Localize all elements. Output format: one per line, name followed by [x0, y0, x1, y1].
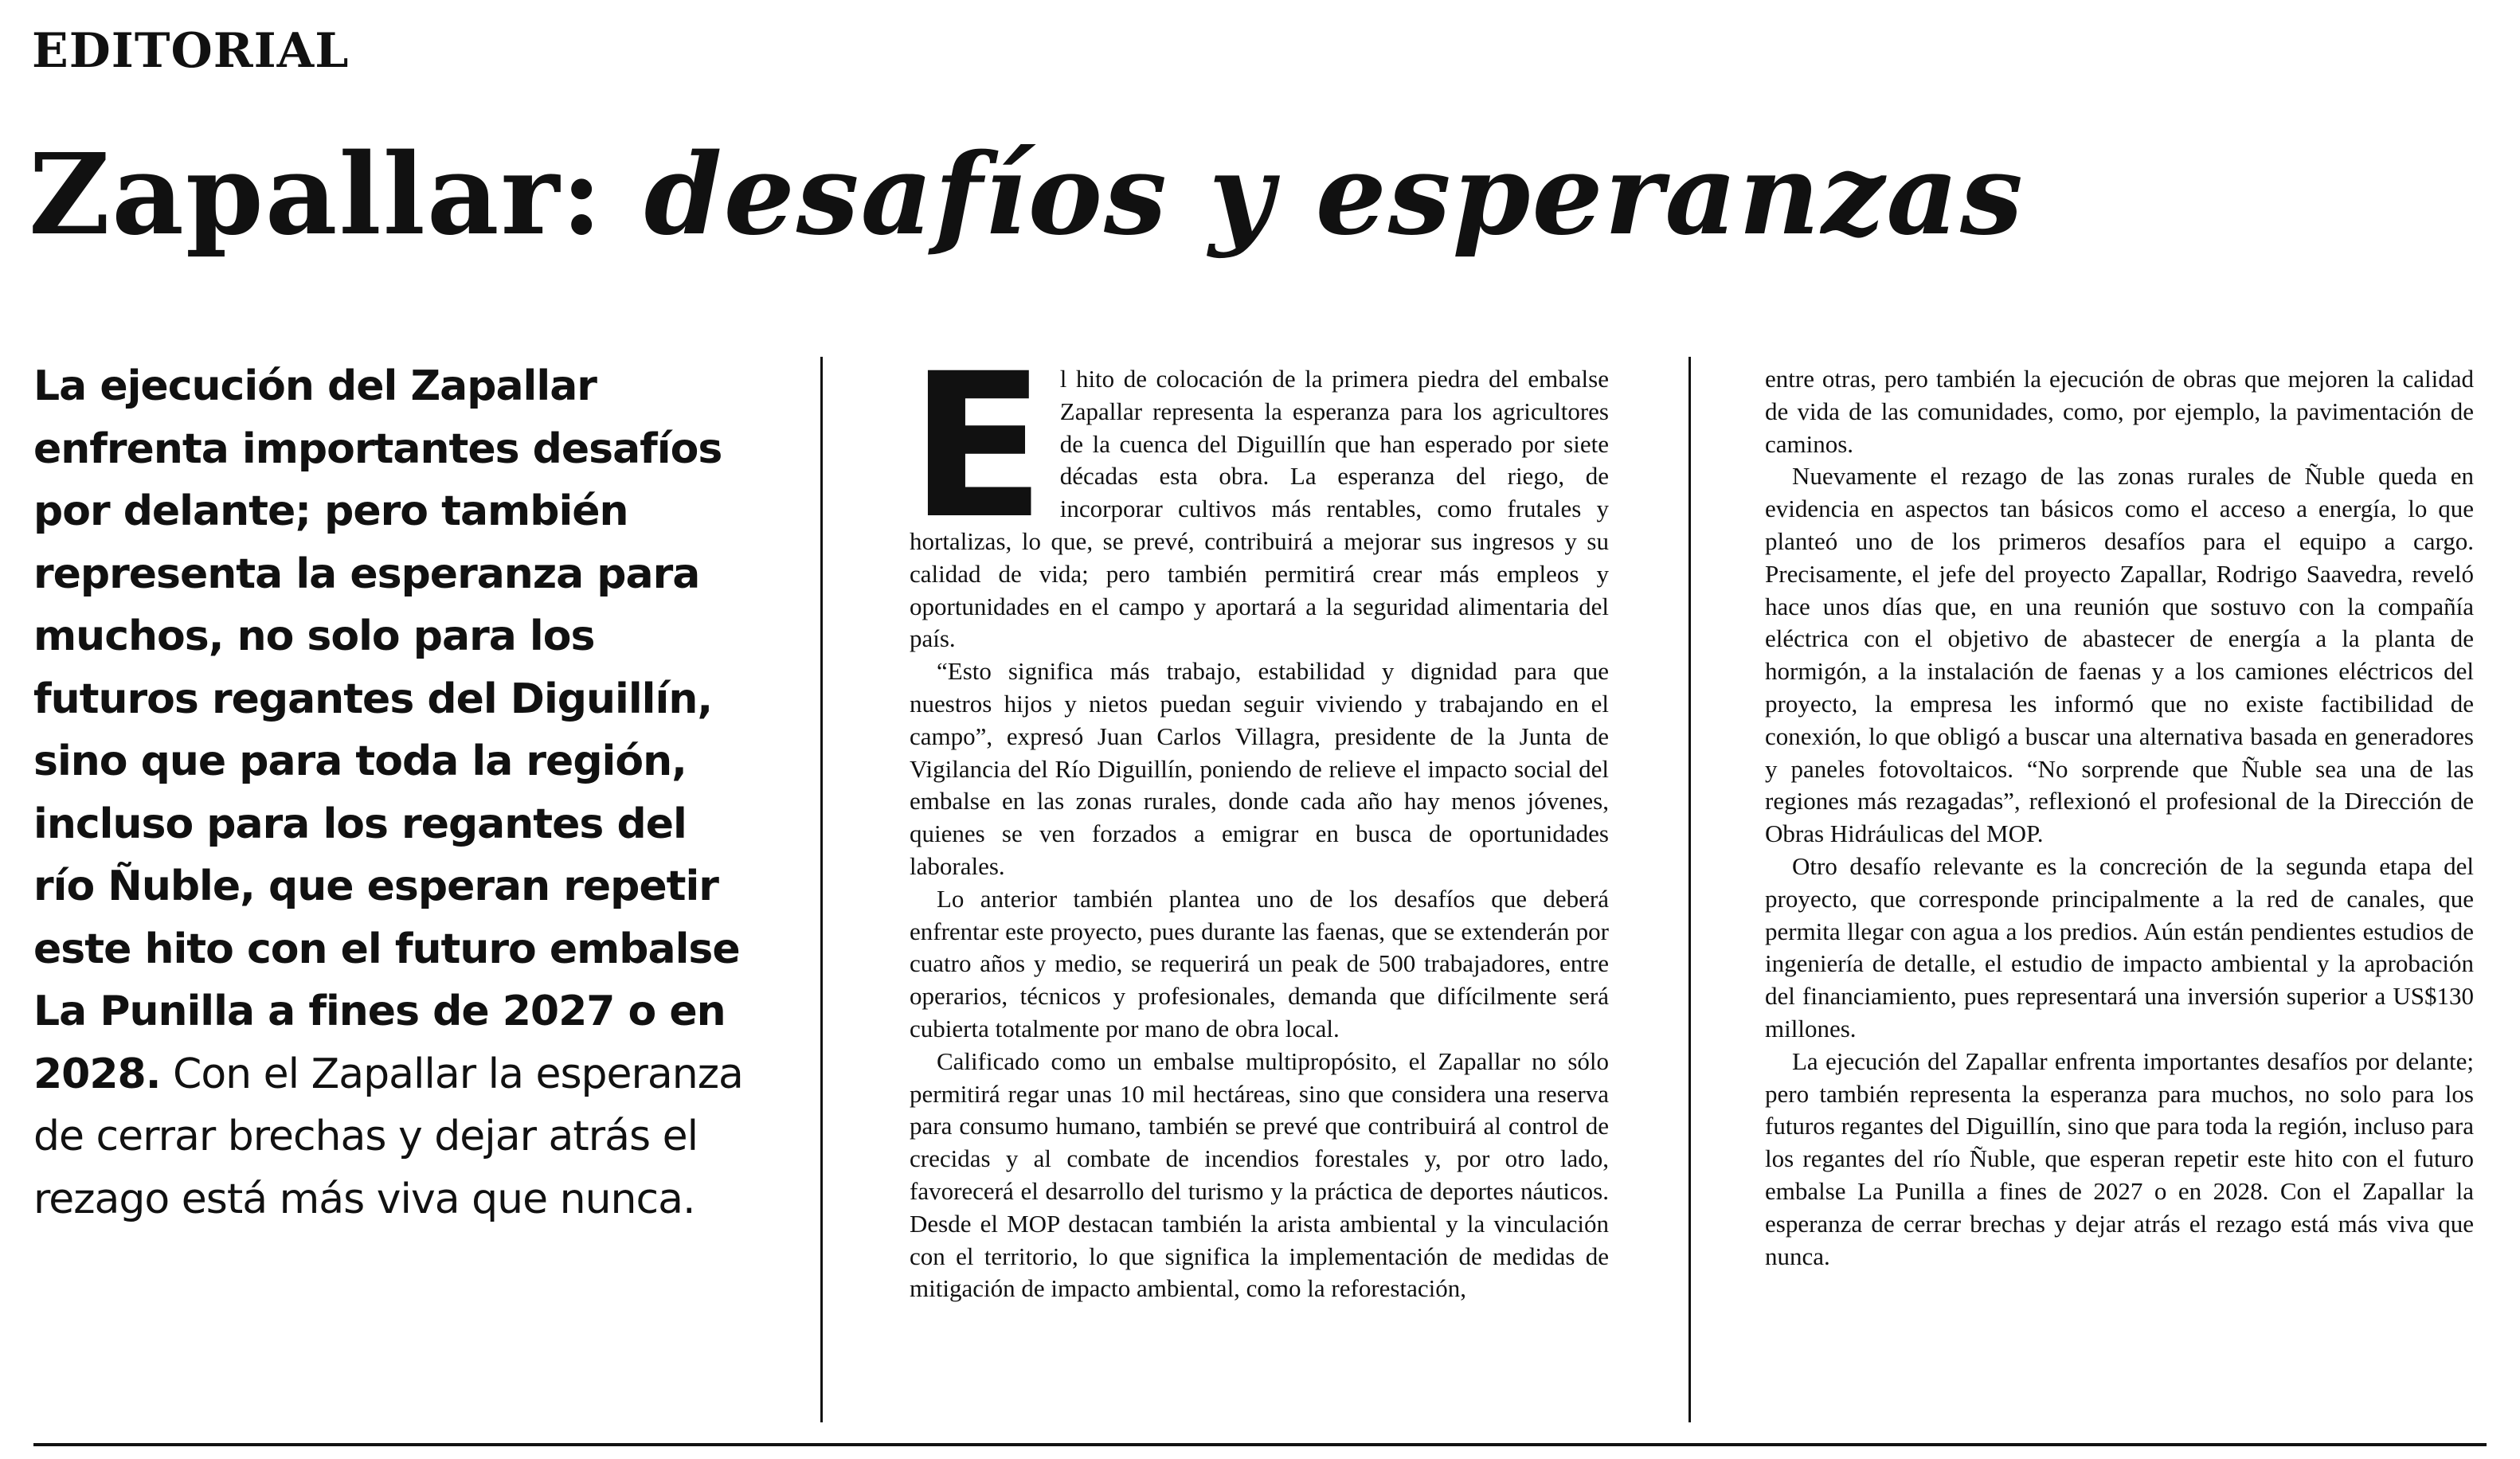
headline — [29, 130, 2482, 260]
lead-bold-text: La ejecución del Zapallar enfrenta importantes desafíos por delante; pero también representa la esperanza para muchos, no solo para los futuros regantes del Diguillín, sino que para toda la región, incluso para los regantes del río Ñuble, que esperan repetir este hito con el futuro embalse La Punilla a fines de 2027 o en 2028. — [33, 362, 740, 1098]
article-column-2 — [1765, 363, 2474, 1273]
drop-cap: E — [910, 331, 1043, 562]
article-paragraph: Nuevamente el rezago de las zonas rurales de Ñuble queda en evidencia en aspectos tan básicos como el acceso a energía, lo que planteó uno de los primeros desafíos para el equipo a cargo. Precisamente, el jefe del proyecto Zapallar, Rodrigo Saavedra, reveló hace unos días que, en una reunión que sostuvo con la compañía eléctrica con el objetivo de abastecer de energía a la planta de hormigón, a la instalación de faenas y a los camiones eléctricos del proyecto, la empresa les informó que no existe factibilidad de conexión, lo que obligó a buscar una alternativa basada en generadores y paneles fotovoltaicos. “No sorprende que Ñuble sea una de las regiones más rezagadas”, reflexionó el profesional de la Dirección de Obras Hidráulicas del MOP. — [1765, 462, 2474, 848]
article-paragraph — [910, 331, 1609, 655]
headline-italic: desafíos y esperanzas — [644, 130, 2025, 260]
article-paragraph: Calificado como un embalse multipropósito, el Zapallar no sólo permitirá regar unas 10 mil hectáreas, sino que considera una reserva para consumo humano, también se prevé que contribuirá al control de crecidas y al combate de incendios forestales y, por otro lado, favorecerá el desarrollo del turismo y la práctica de deportes náuticos. Desde el MOP destacan también la arista ambiental y la vinculación con el territorio, lo que significa la implementación de medidas de mitigación de impacto ambiental, como la reforestación, — [910, 1046, 1609, 1303]
bottom-rule — [33, 1443, 2487, 1446]
paragraph-text: l hito de colocación de la primera piedra del embalse Zapallar representa la esperanza para los agricultores de la cuenca del Diguillín que han esperado por siete décadas esta obra. La esperanza del riego, de incorporar cultivos más rentables, como frutales y hortalizas, lo que, se prevé, contribuirá a mejorar sus ingresos y su calidad de vida; pero también permitirá crear más empleos y oportunidades en el campo y aportará a la seguridad alimentaria del país. — [910, 365, 1609, 653]
column-divider-left — [820, 357, 823, 1422]
column-divider-right — [1688, 357, 1691, 1422]
article-paragraph: La ejecución del Zapallar enfrenta importantes desafíos por delante; pero también representa la esperanza para muchos, no solo para los futuros regantes del Diguillín, sino que para toda la región, incluso para los regantes del río Ñuble, que esperan repetir este hito con el futuro embalse La Punilla a fines de 2027 o en 2028. Con el Zapallar la esperanza de cerrar brechas y dejar atrás el rezago está más viva que nunca. — [1765, 1046, 2474, 1270]
headline-main: Zapallar: — [29, 130, 605, 260]
article-paragraph: “Esto significa más trabajo, estabilidad y dignidad para que nuestros hijos y nietos puedan seguir viviendo y trabajando en el campo”, expresó Juan Carlos Villagra, presidente de la Junta de Vigilancia del Río Diguillín, poniendo de relieve el impacto social del embalse en las zonas rurales, donde cada año hay menos jóvenes, quienes se ven forzados a emigrar en busca de oportunidades laborales. — [910, 657, 1609, 880]
lead-summary — [33, 355, 750, 1230]
article-paragraph: Otro desafío relevante es la concreción de la segunda etapa del proyecto, que corresponde principalmente a la red de canales, que permita llegar con agua a los predios. Aún están pendientes estudios de ingeniería de detalle, el estudio de impacto ambiental y la aprobación del financiamiento, pues representará una inversión superior a US$130 millones. — [1765, 851, 2474, 1042]
article-paragraph: Lo anterior también plantea uno de los desafíos que deberá enfrentar este proyecto, pues durante las faenas, que se extenderán por cuatro años y medio, se requerirá un peak de 500 trabajadores, entre operarios, técnicos y profesionales, demanda que difícilmente será cubierta totalmente por mano de obra local. — [910, 884, 1609, 1042]
article-paragraph: entre otras, pero también la ejecución de obras que mejoren la calidad de vida de las comunidades, como, por ejemplo, la pavimentación de caminos. — [1765, 365, 2474, 458]
section-label: EDITORIAL — [32, 23, 350, 79]
lead-regular-text: Con el Zapallar la esperanza de cerrar brechas y dejar atrás el rezago está más viva que nunca. — [33, 1050, 743, 1223]
article-column-1 — [910, 331, 1609, 1305]
